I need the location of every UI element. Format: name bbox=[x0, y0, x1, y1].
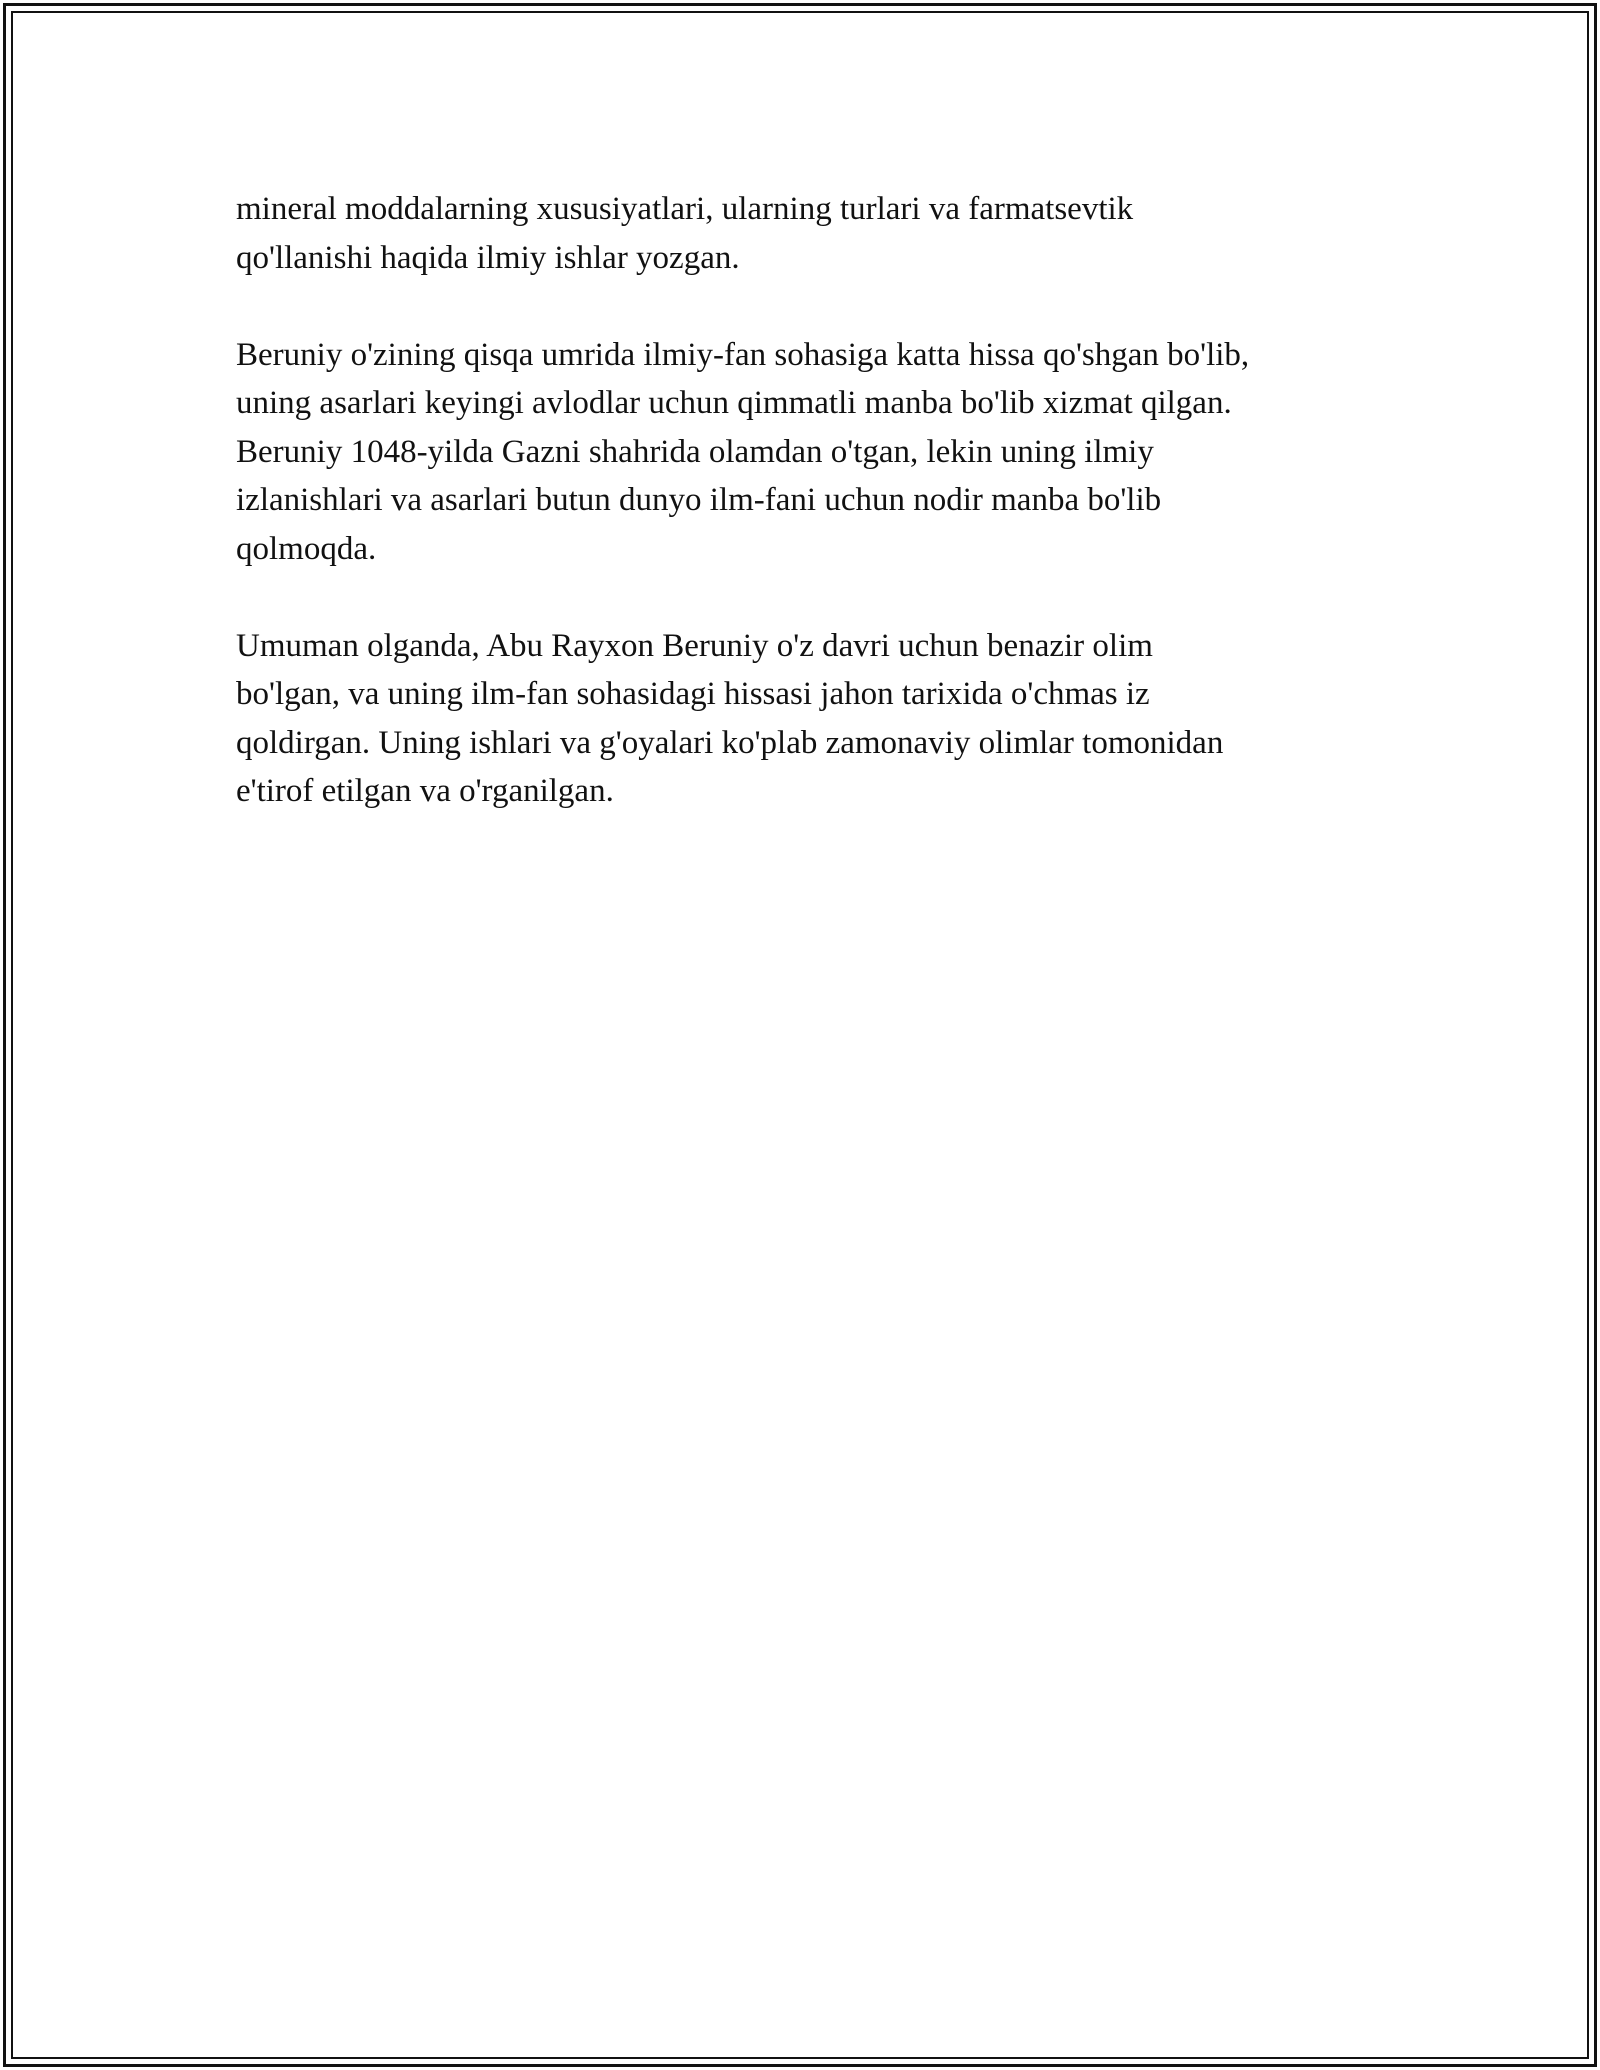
text-line: qoldirgan. Uning ishlari va g'oyalari ko'plab zamonaviy olimlar tomonidan bbox=[236, 724, 1224, 761]
text-line: Beruniy o'zining qisqa umrida ilmiy-fan sohasiga katta hissa qo'shgan bo'lib, bbox=[236, 336, 1250, 373]
document-body bbox=[236, 185, 1396, 864]
text-line: mineral moddalarning xususiyatlari, ularning turlari va farmatsevtik bbox=[236, 191, 1134, 227]
text-line: uning asarlari keyingi avlodlar uchun qimmatli manba bo'lib xizmat qilgan. bbox=[236, 385, 1232, 421]
text-line: Umuman olganda, Abu Rayxon Beruniy o'z davri uchun benazir olim bbox=[236, 627, 1153, 664]
text-line: e'tirof etilgan va o'rganilgan. bbox=[236, 773, 614, 809]
text-line: Beruniy 1048-yilda Gazni shahrida olamdan o'tgan, lekin uning ilmiy bbox=[236, 433, 1154, 470]
paragraph-3 bbox=[236, 622, 1396, 816]
text-line: qo'llanishi haqida ilmiy ishlar yozgan. bbox=[236, 239, 740, 276]
text-line: qolmoqda. bbox=[236, 530, 377, 567]
paragraph-1 bbox=[236, 185, 1396, 282]
text-line: izlanishlari va asarlari butun dunyo ilm-fani uchun nodir manba bo'lib bbox=[236, 482, 1162, 518]
paragraph-2 bbox=[236, 331, 1396, 574]
text-line: bo'lgan, va uning ilm-fan sohasidagi hissasi jahon tarixida o'chmas iz bbox=[236, 676, 1150, 712]
